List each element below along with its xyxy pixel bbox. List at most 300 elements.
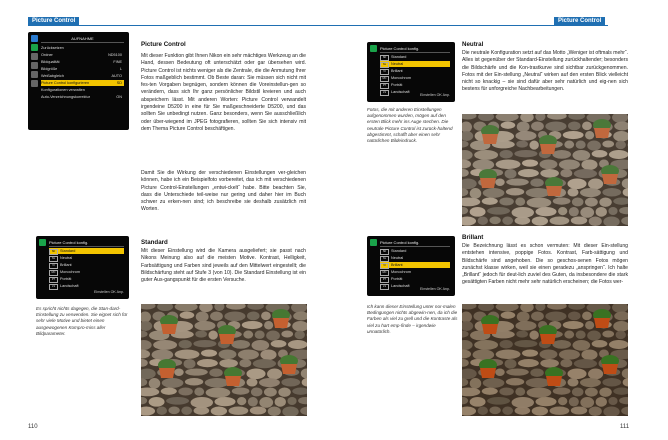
wall-stone <box>568 378 579 387</box>
wall-stone <box>191 397 213 408</box>
wall-stone <box>599 388 611 397</box>
menu-item-monochrom[interactable] <box>380 75 450 81</box>
playback-tab-icon <box>31 35 38 42</box>
wall-stone <box>478 217 488 225</box>
wall-stone <box>162 378 184 388</box>
wall-stone <box>564 331 574 339</box>
wall-stone <box>564 141 574 149</box>
aufnahme-menu-screen <box>28 32 129 130</box>
terracotta-pot <box>602 364 618 374</box>
section-title-standard: Standard <box>141 239 168 246</box>
wall-stone <box>517 312 530 323</box>
wall-stone <box>545 122 566 132</box>
wall-stone <box>582 312 592 321</box>
menu-item-label: Weißabgleich <box>41 74 64 78</box>
wall-stone <box>526 378 550 387</box>
wall-stone <box>483 378 505 388</box>
wall-stone <box>559 160 580 170</box>
wall-stone <box>574 359 597 368</box>
wall-stone <box>219 350 237 360</box>
wall-stone <box>602 141 614 148</box>
wall-stone <box>609 340 628 349</box>
menu-item-auto-verzeichnungskorrektur[interactable] <box>41 94 124 100</box>
wall-stone <box>502 217 513 225</box>
picture-control-tag: LS <box>380 284 389 290</box>
screen-footer: Einstellen OK Anp. <box>420 93 450 97</box>
wall-stone <box>574 169 597 178</box>
menu-item-label: Standard <box>391 55 407 59</box>
picture-control-tag: MC <box>380 76 389 82</box>
terracotta-pot <box>480 178 496 188</box>
wall-stone <box>536 207 557 216</box>
standard-paragraph: Mit dieser Einstellung wird die Kamera ausgeliefert; sie passt nach Nikons Meinung also auf die meisten Motive. Kontrast, Helligkeit, Farbsättigung und Farben sind jeweils auf den Mittelwert eingestellt; die Bildschärfung steht auf Stufe 3 (von 10). Die Standard Einstellung ist ein guter Aus-gangspunkt für die ersten Versuche. <box>141 248 306 284</box>
wall-stone <box>585 388 598 397</box>
wall-stone <box>482 198 498 205</box>
menu-item-neutral[interactable] <box>380 255 450 261</box>
wall-stone <box>592 340 608 347</box>
wall-stone <box>576 141 586 149</box>
picture-control-tag: NL <box>49 256 58 262</box>
wall-stone <box>166 397 189 405</box>
wall-stone <box>532 407 548 416</box>
menu-title: AUFNAHME <box>41 35 124 43</box>
wall-stone <box>194 407 210 415</box>
recent-tab-icon <box>31 80 38 87</box>
wall-stone <box>238 350 259 360</box>
wall-stone <box>474 340 498 350</box>
sample-photo-neutral <box>462 114 628 226</box>
wall-stone <box>149 397 165 407</box>
wall-stone <box>526 188 550 197</box>
wall-stone <box>473 350 495 361</box>
shooting-tab-icon <box>370 239 377 246</box>
wall-stone <box>253 359 276 368</box>
wall-stone <box>530 369 543 377</box>
wall-stone <box>281 331 293 338</box>
page-number-left: 110 <box>28 424 38 430</box>
wall-stone <box>587 141 601 151</box>
wall-stone <box>550 407 570 415</box>
wall-stone <box>496 350 521 360</box>
terracotta-pot <box>225 376 241 386</box>
wall-stone <box>181 407 192 415</box>
sample-photo-standard <box>141 304 307 416</box>
menu-item-monochrom[interactable] <box>380 269 450 275</box>
wall-stone <box>275 397 286 407</box>
wall-stone <box>540 350 558 360</box>
wall-stone <box>571 407 587 415</box>
menu-item-porträt[interactable] <box>380 276 450 282</box>
wall-stone <box>512 397 534 408</box>
wall-stone <box>568 122 581 131</box>
wall-stone <box>185 369 208 376</box>
wall-stone <box>515 217 531 225</box>
wall-stone <box>532 217 548 226</box>
menu-item-ordner[interactable] <box>41 52 124 58</box>
neutral-paragraph: Die neutrale Konfiguration setzt auf das Motto „Weniger ist oftmals mehr“. Alles ist gegenüber der Standard-Einstellung zurückhaltender; besonders die Bildschärfe und die Kon-trastkurve sind sichtbar zurückgenommen. Fotos mit der Ein-stellung „Neutral“ wirken auf den ersten Blick vielleicht nicht so knackig – sie sind dafür aber sehr natürlich und eig-nen sich bestens für unforgreiche Nachbearbeitungen. <box>462 50 628 93</box>
shooting-tab-icon <box>31 44 38 51</box>
wall-stone <box>585 131 594 139</box>
screen-footer: Einstellen OK Anp. <box>420 287 450 291</box>
wall-stone <box>178 388 193 396</box>
wall-stone <box>596 207 607 217</box>
menu-item-bildqualität[interactable] <box>41 59 124 65</box>
picture-control-tag: SD <box>380 55 389 61</box>
wall-stone <box>232 388 250 395</box>
terracotta-pot <box>540 144 556 154</box>
menu-item-brillant[interactable] <box>380 262 450 268</box>
wall-stone <box>522 160 538 167</box>
wall-stone <box>157 407 167 415</box>
wall-stone <box>268 407 281 416</box>
wall-stone <box>499 388 514 396</box>
wall-stone <box>267 369 282 380</box>
wall-stone <box>581 350 597 361</box>
menu-item-konfigurationen-verwalten[interactable] <box>41 87 124 93</box>
wall-stone <box>473 160 495 171</box>
wall-stone <box>248 397 258 407</box>
wall-stone <box>522 350 538 357</box>
wall-stone <box>602 188 621 197</box>
wall-stone <box>580 397 594 408</box>
wall-stone <box>252 340 270 351</box>
picture-control-tag: VI <box>380 69 389 75</box>
screen-footer: Einstellen OK Anp. <box>94 290 124 294</box>
menu-item-label: Zurücksetzen <box>41 46 64 50</box>
wall-stone <box>168 407 179 415</box>
setup-tab-icon <box>31 62 38 69</box>
menu-item-label: Porträt <box>60 277 72 281</box>
wall-stone <box>569 397 579 407</box>
wall-stone <box>194 388 204 396</box>
screen-title: Picture Control konfig. <box>380 45 450 53</box>
right-page <box>334 0 668 440</box>
wall-stone <box>585 321 594 329</box>
wall-stone <box>246 369 265 380</box>
wall-stone <box>489 407 500 415</box>
wall-stone <box>487 397 510 405</box>
wall-stone <box>580 207 594 218</box>
wall-stone <box>580 378 601 387</box>
picture-control-tag: SD <box>49 249 58 255</box>
terracotta-pot <box>546 186 562 196</box>
menu-item-neutral[interactable] <box>380 61 450 67</box>
section-title-neutral: Neutral <box>462 41 484 48</box>
terracotta-pot <box>482 134 498 144</box>
wall-stone <box>572 388 584 397</box>
wall-stone <box>516 141 528 148</box>
wall-stone <box>568 312 581 321</box>
wall-stone <box>530 179 543 187</box>
wall-stone <box>239 359 251 367</box>
menu-item-label: Ordner <box>41 53 53 57</box>
terracotta-pot <box>159 368 175 378</box>
menu-item-label: Brillant <box>391 69 403 73</box>
wall-stone <box>568 188 579 197</box>
wall-stone <box>201 350 217 357</box>
wall-stone <box>608 207 617 215</box>
wall-stone <box>517 122 530 133</box>
wall-stone <box>184 359 196 369</box>
picture-control-tag: SD <box>380 249 389 255</box>
running-header-left: Picture Control <box>28 17 79 26</box>
wall-stone <box>552 340 571 349</box>
picture-control-tag: NL <box>380 62 389 68</box>
wall-stone <box>592 150 608 157</box>
wall-stone <box>489 217 500 225</box>
menu-item-value: ND5100 <box>108 53 122 57</box>
terracotta-pot <box>594 128 610 138</box>
wall-stone <box>242 321 263 329</box>
picture-control-tag: VI <box>49 263 58 269</box>
wall-stone <box>560 169 572 177</box>
wall-stone <box>596 397 607 407</box>
wall-stone <box>229 407 249 415</box>
standard-screen <box>36 236 129 299</box>
terracotta-pot <box>546 376 562 386</box>
wall-stone <box>545 312 566 322</box>
wall-stone <box>527 388 552 398</box>
wall-stone <box>608 397 617 405</box>
menu-item-monochrom[interactable] <box>49 269 124 275</box>
wall-stone <box>161 388 177 395</box>
wall-stone <box>573 150 591 161</box>
menu-item-label: Standard <box>391 249 407 253</box>
terracotta-pot <box>273 318 289 328</box>
wall-stone <box>573 340 591 351</box>
menu-item-brillant[interactable] <box>49 262 124 268</box>
wall-stone <box>495 369 505 377</box>
wall-stone <box>196 312 209 323</box>
wall-stone <box>589 217 602 226</box>
wall-stone <box>251 388 263 397</box>
wall-stone <box>264 388 277 397</box>
wall-stone <box>194 321 215 331</box>
wall-stone <box>185 378 203 386</box>
wall-stone <box>515 407 531 415</box>
menu-item-brillant[interactable] <box>380 68 450 74</box>
menu-item-label: Neutral <box>60 256 73 260</box>
wall-stone <box>180 312 195 319</box>
menu-item-label: Porträt <box>391 83 403 87</box>
menu-item-label: Porträt <box>391 277 403 281</box>
wall-stone <box>247 312 260 321</box>
wall-stone <box>515 131 536 141</box>
wall-stone <box>287 397 296 405</box>
terracotta-pot <box>540 334 556 344</box>
wall-stone <box>514 340 537 347</box>
wall-stone <box>567 369 586 380</box>
screen-side-tabs <box>39 239 47 286</box>
menu-item-label: Monochrom <box>391 76 412 80</box>
wall-stone <box>552 150 571 159</box>
wall-stone <box>501 122 516 129</box>
wall-stone <box>149 378 161 389</box>
wall-stone <box>496 160 521 170</box>
wall-stone <box>288 340 307 349</box>
wall-stone <box>271 340 287 347</box>
wall-stone <box>558 397 567 405</box>
wall-stone <box>205 378 229 387</box>
wall-stone <box>567 179 586 190</box>
wall-stone <box>582 122 592 131</box>
wall-stone <box>495 179 505 187</box>
wall-stone <box>580 188 601 197</box>
picture-control-tag: PT <box>49 277 58 283</box>
wall-stone <box>243 331 253 339</box>
wall-stone <box>208 331 217 340</box>
terracotta-pot <box>602 174 618 184</box>
wall-stone <box>585 198 598 207</box>
wall-stone <box>515 388 525 396</box>
terracotta-pot <box>480 368 496 378</box>
terracotta-pot <box>161 324 177 334</box>
menu-item-porträt[interactable] <box>49 276 124 282</box>
terracotta-pot <box>482 324 498 334</box>
wall-stone <box>174 369 184 377</box>
wall-stone <box>152 350 174 361</box>
terracotta-pot <box>594 318 610 328</box>
wall-stone <box>518 359 539 367</box>
wall-stone <box>224 312 245 322</box>
section-title-picture-control: Picture Control <box>141 41 186 48</box>
wall-stone <box>588 179 603 190</box>
wall-stone <box>616 141 626 150</box>
page-number-right: 111 <box>620 424 630 430</box>
menu-item-standard[interactable] <box>380 248 450 254</box>
wall-stone <box>237 397 246 405</box>
menu-item-weißabgleich[interactable] <box>41 73 124 79</box>
menu-item-label: Bildgröße <box>41 67 58 71</box>
menu-item-label: Konfigurationen verwalten <box>41 88 85 92</box>
picture-control-tag: MC <box>380 270 389 276</box>
menu-item-value: SD <box>116 81 122 85</box>
menu-item-bildgröße[interactable] <box>41 66 124 72</box>
wall-stone <box>529 141 538 150</box>
menu-item-neutral[interactable] <box>49 255 124 261</box>
wall-stone <box>540 359 559 368</box>
wall-stone <box>502 407 513 415</box>
menu-item-label: Monochrom <box>60 270 81 274</box>
shooting-tab-icon <box>370 45 377 52</box>
wall-stone <box>505 169 517 179</box>
menu-item-porträt[interactable] <box>380 82 450 88</box>
wall-stone <box>516 331 528 338</box>
wall-stone <box>499 198 514 206</box>
menu-item-label: Landschaft <box>60 284 79 288</box>
terracotta-pot <box>219 334 235 344</box>
wall-stone <box>470 188 482 199</box>
wall-stone <box>501 312 516 319</box>
wall-stone <box>515 321 536 331</box>
wall-stone <box>581 160 597 171</box>
wall-stone <box>506 378 524 386</box>
wall-stone <box>531 122 544 131</box>
picture-control-tag: LS <box>49 284 58 290</box>
wall-stone <box>259 378 280 387</box>
wall-stone <box>210 312 223 321</box>
screen-side-tabs <box>370 45 378 89</box>
wall-stone <box>487 207 510 215</box>
wall-stone <box>527 198 552 208</box>
menu-item-label: Standard <box>60 249 76 253</box>
terracotta-pot <box>281 364 297 374</box>
intro-paragraph: Mit dieser Funktion gibt Ihnen Nikon ein sehr mächtiges Werkzeug an die Hand, dessen Bedeutung oft unterschätzt oder gar übersehen wird. Picture Control ist nichts weniger als die Zentrale, die die Anmutung Ihrer Fotos maßgeblich bestimmt. Ob Beste daran: Sie müssen sich nicht mit fes-ten Vorgaben begnügen, sondern können die Voreinstellun-gen so verändern, dass sich Ihr ganz persönlicher Bildstil kreieren und auch abspeichern lässt. Mit anderen Worten: Picture Control verwandelt irgendeine D5200 in eine für Sie maßgeschneiderte D5200, und das sollten Sie unbedingt nutzen. Ganz besonders, wenn Sie ausschließlich oder über-wiegend im JPEG fotografieren, sollten Sie sich intensiv mit dem Thema Picture Control beschäftigen. <box>141 53 306 132</box>
wall-stone <box>540 160 558 170</box>
wall-stone <box>563 131 584 139</box>
wall-stone <box>500 340 513 348</box>
menu-item-zurücksetzen[interactable] <box>41 45 124 51</box>
wall-stone <box>512 207 534 218</box>
menu-side-tabs <box>31 35 39 117</box>
wall-stone <box>250 407 266 415</box>
wall-stone <box>589 407 602 416</box>
sample-photo-brillant <box>462 304 628 416</box>
wall-stone <box>259 397 273 408</box>
wall-stone <box>588 369 603 380</box>
menu-item-label: Picture Control konfigurieren <box>41 81 90 85</box>
wall-stone <box>247 378 258 387</box>
menu-item-label: Neutral <box>391 62 404 66</box>
standard-caption: Es spricht nichts dagegen, die Stan-dard-Einstellung zu verwenden. Sie eignet sich für sehr viele Motive und bietet einen ausgewogenen Kompro-miss aller Bildparameter. <box>36 306 128 336</box>
menu-item-label: Landschaft <box>391 90 410 94</box>
wall-stone <box>559 350 580 360</box>
wall-stone <box>264 321 273 329</box>
menu-item-picture-control-konfigurieren[interactable] <box>41 80 124 86</box>
wall-stone <box>514 150 537 157</box>
picture-control-tag: PT <box>380 83 389 89</box>
screen-title: Picture Control konfig. <box>49 239 124 247</box>
wall-stone <box>609 150 628 159</box>
wall-stone <box>153 340 177 350</box>
menu-item-standard[interactable] <box>49 248 124 254</box>
menu-item-standard[interactable] <box>380 54 450 60</box>
brillant-paragraph: Die Bezeichnung lässt es schon vermuten: Mit dieser Ein-stellung entstehen intensive, poppige Fotos. Kontrast, Farb-sättigung und Bildschärfe sind angehoben. Die so geschos-senen Fotos mögen zunächst klasse wirken, weil sie einen geradezu „anspringen“. Ich halte „Brillant“ jedoch für deut-lich zuviel des Guten, da insbesondere die stark gesättigten Farben nicht mehr sehr natürlich erscheinen; die Fotos wer- <box>462 243 628 286</box>
brillant-screen <box>367 236 455 296</box>
wall-stone <box>209 369 222 377</box>
wall-stone <box>576 331 586 339</box>
neutral-screen <box>367 42 455 102</box>
wall-stone <box>215 397 236 406</box>
wall-stone <box>536 397 557 406</box>
custom-tab-icon <box>31 53 38 60</box>
wall-stone <box>515 198 525 206</box>
picture-control-tag: LS <box>380 90 389 96</box>
wall-stone <box>195 331 207 338</box>
wall-stone <box>470 378 482 389</box>
wall-stone <box>500 150 513 158</box>
wall-stone <box>563 321 584 329</box>
screen-side-tabs <box>370 239 378 283</box>
running-header-right: Picture Control <box>554 17 605 26</box>
wall-stone <box>553 198 571 205</box>
screen-title: Picture Control konfig. <box>380 239 450 247</box>
wall-stone <box>602 331 614 338</box>
wall-stone <box>474 150 498 160</box>
wall-stone <box>553 388 571 395</box>
menu-item-value: AUTO <box>111 74 122 78</box>
menu-item-value: L <box>119 67 122 71</box>
wall-stone <box>506 179 529 186</box>
wall-stone <box>558 207 567 215</box>
wall-stone <box>602 378 621 387</box>
picture-control-tag: MC <box>49 270 58 276</box>
picture-control-tag: VI <box>380 263 389 269</box>
wall-stone <box>506 188 524 196</box>
wall-stone <box>560 359 572 367</box>
menu-item-label: Brillant <box>60 263 72 267</box>
wall-stone <box>599 198 611 207</box>
